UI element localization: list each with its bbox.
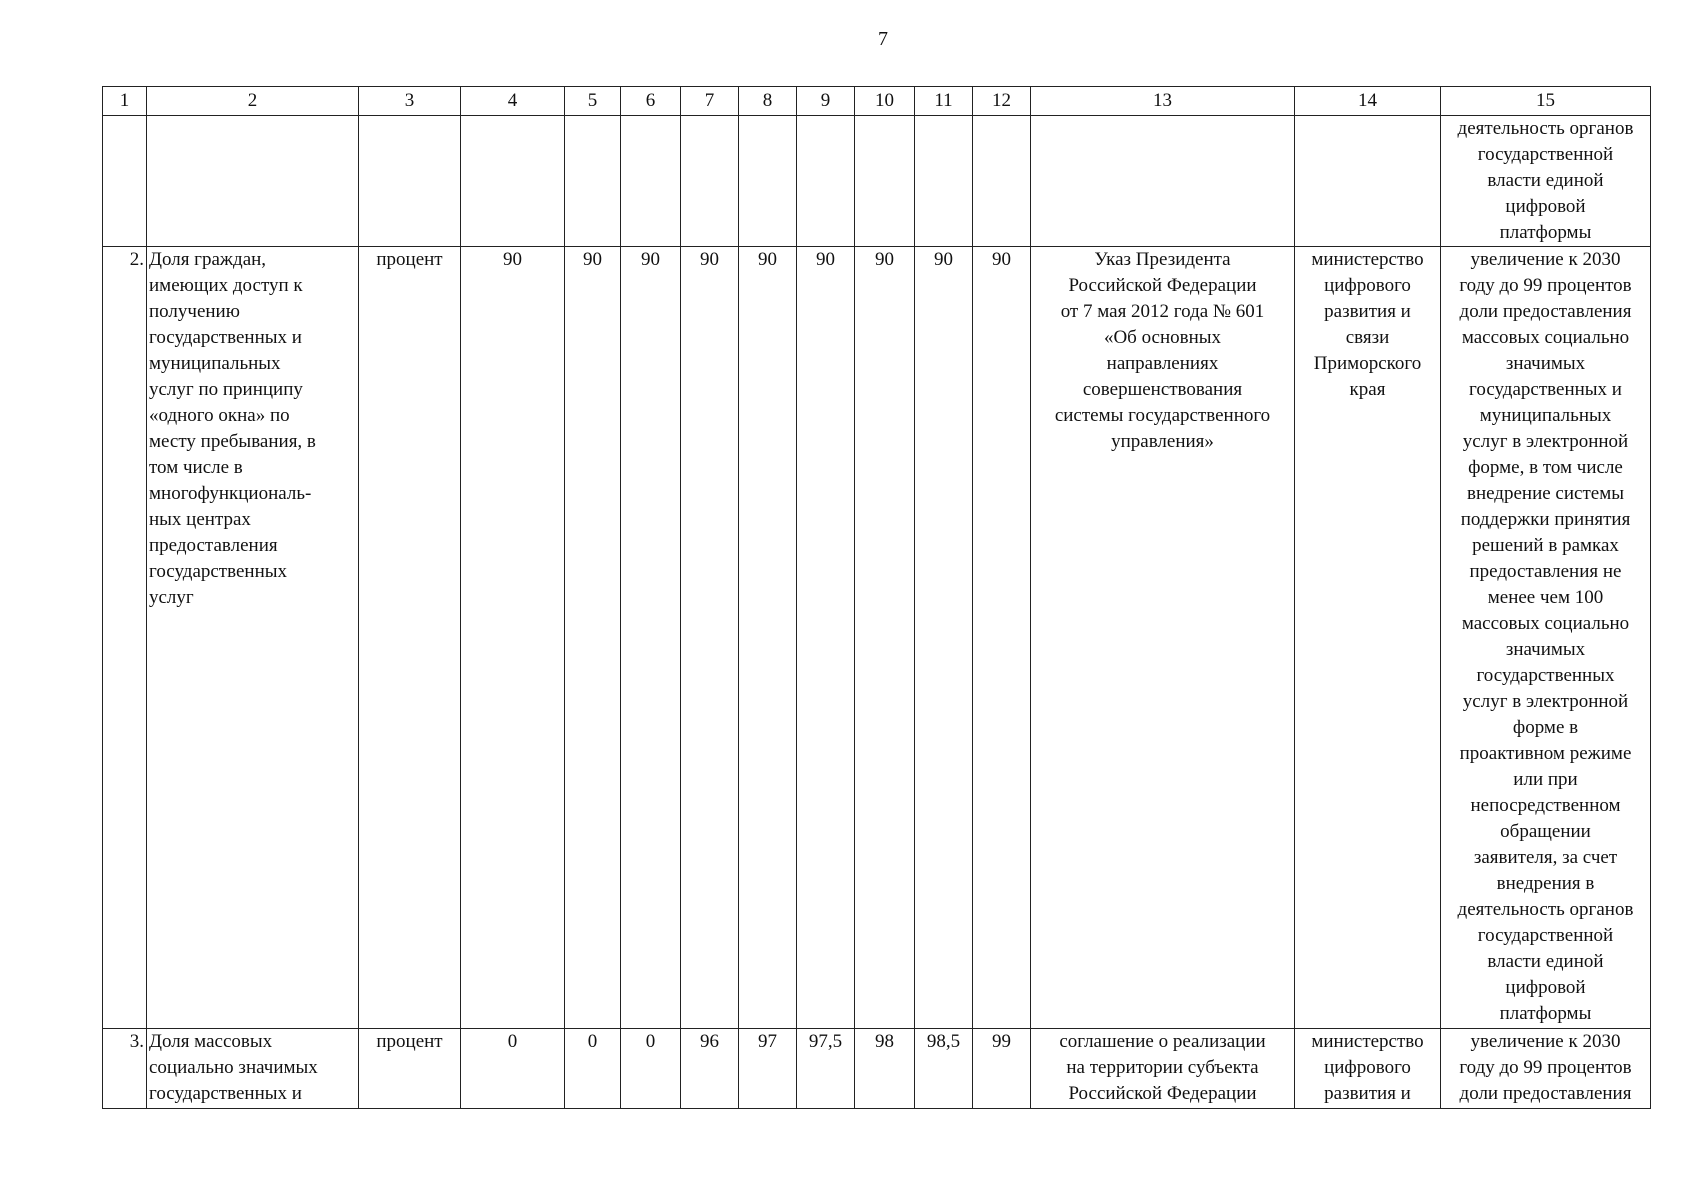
expected-result-cell: увеличение к 2030 году до 99 процентов доли предоставления xyxy=(1441,1029,1651,1109)
row-number: 2. xyxy=(103,247,147,1029)
value-cell: 90 xyxy=(739,247,797,1029)
value-cell: 99 xyxy=(973,1029,1031,1109)
column-header: 3 xyxy=(359,87,461,116)
indicator-name xyxy=(147,116,359,247)
table-row xyxy=(103,116,1651,247)
page-number: 7 xyxy=(878,28,888,50)
unit-cell xyxy=(359,116,461,247)
row-number xyxy=(103,116,147,247)
value-cell: 90 xyxy=(973,247,1031,1029)
indicator-name: Доля граждан, имеющих доступ к получению государственных и муниципальных услуг по принципу «одного окна» по месту пребывания, в том числе в многофункциональ- ных центрах предоставления государственных услуг xyxy=(147,247,359,1029)
table-row xyxy=(103,1029,1651,1109)
column-header: 7 xyxy=(681,87,739,116)
value-cell: 90 xyxy=(915,247,973,1029)
column-header: 14 xyxy=(1295,87,1441,116)
value-cell xyxy=(621,116,681,247)
column-header: 5 xyxy=(565,87,621,116)
column-header: 4 xyxy=(461,87,565,116)
value-cell xyxy=(461,116,565,247)
legal-document-cell: Указ Президента Российской Федерации от 7 мая 2012 года № 601 «Об основных направлениях совершенствования системы государственного управления» xyxy=(1031,247,1295,1029)
value-cell: 90 xyxy=(797,247,855,1029)
column-header: 1 xyxy=(103,87,147,116)
column-header: 8 xyxy=(739,87,797,116)
column-header: 10 xyxy=(855,87,915,116)
column-header: 13 xyxy=(1031,87,1295,116)
value-cell: 0 xyxy=(461,1029,565,1109)
value-cell: 90 xyxy=(681,247,739,1029)
value-cell: 98,5 xyxy=(915,1029,973,1109)
value-cell xyxy=(565,116,621,247)
indicator-name: Доля массовых социально значимых государственных и xyxy=(147,1029,359,1109)
indicators-table xyxy=(102,86,1651,1109)
column-header: 12 xyxy=(973,87,1031,116)
value-cell xyxy=(915,116,973,247)
unit-cell: процент xyxy=(359,247,461,1029)
column-header: 9 xyxy=(797,87,855,116)
value-cell: 97 xyxy=(739,1029,797,1109)
value-cell xyxy=(739,116,797,247)
value-cell: 90 xyxy=(461,247,565,1029)
legal-document-cell xyxy=(1031,116,1295,247)
value-cell xyxy=(797,116,855,247)
value-cell: 90 xyxy=(565,247,621,1029)
value-cell: 90 xyxy=(855,247,915,1029)
value-cell xyxy=(855,116,915,247)
column-header: 15 xyxy=(1441,87,1651,116)
responsible-cell: министерство цифрового развития и xyxy=(1295,1029,1441,1109)
row-number: 3. xyxy=(103,1029,147,1109)
column-header: 6 xyxy=(621,87,681,116)
legal-document-cell: соглашение о реализации на территории субъекта Российской Федерации xyxy=(1031,1029,1295,1109)
value-cell: 98 xyxy=(855,1029,915,1109)
responsible-cell xyxy=(1295,116,1441,247)
expected-result-cell: увеличение к 2030 году до 99 процентов доли предоставления массовых социально значимых государственных и муниципальных услуг в электронной форме, в том числе внедрение системы поддержки принятия решений в рамках предоставления не менее чем 100 массовых социально значимых государственных услуг в электронной форме в проактивном режиме или при непосредственном обращении заявителя, за счет внедрения в деятельность органов государственной власти единой цифровой платформы xyxy=(1441,247,1651,1029)
value-cell: 0 xyxy=(621,1029,681,1109)
table-row xyxy=(103,247,1651,1029)
column-header: 11 xyxy=(915,87,973,116)
unit-cell: процент xyxy=(359,1029,461,1109)
value-cell: 96 xyxy=(681,1029,739,1109)
column-header: 2 xyxy=(147,87,359,116)
column-number-row xyxy=(103,87,1651,116)
responsible-cell: министерство цифрового развития и связи Приморского края xyxy=(1295,247,1441,1029)
value-cell: 0 xyxy=(565,1029,621,1109)
value-cell: 97,5 xyxy=(797,1029,855,1109)
expected-result-cell: деятельность органов государственной власти единой цифровой платформы xyxy=(1441,116,1651,247)
value-cell: 90 xyxy=(621,247,681,1029)
value-cell xyxy=(973,116,1031,247)
value-cell xyxy=(681,116,739,247)
